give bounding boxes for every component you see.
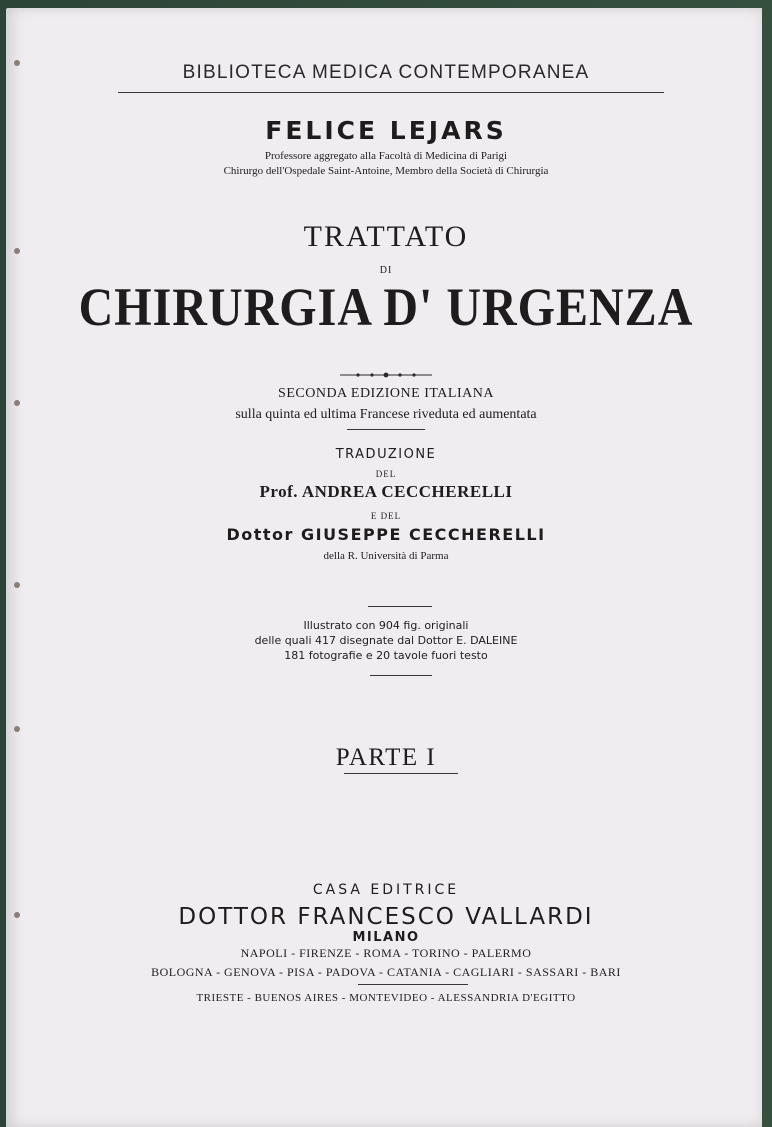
divider-rule [358,984,468,985]
illustration-note: Illustrato con 904 fig. originali [303,619,469,632]
divider-rule [370,675,432,676]
binding-stitch [14,726,20,732]
part-underline [344,773,458,774]
illustration-note: 181 fotografie e 20 tavole fuori testo [284,649,488,662]
main-title: CHIRURGIA D' URGENZA [78,278,694,338]
translation-connector: E DEL [370,511,402,521]
publisher-city: MILANO [352,930,420,945]
publisher-branches: TRIESTE - BUENOS AIRES - MONTEVIDEO - ALESSANDRIA D'EGITTO [196,992,576,1004]
translation-heading: TRADUZIONE [335,447,437,462]
title-line: TRATTATO [303,220,469,253]
title-connector: DI [379,265,393,276]
translator-name: Prof. ANDREA CECCHERELLI [259,482,513,501]
author-credential: Professore aggregato alla Facoltà di Medicina di Parigi [264,150,508,162]
translator-name: Dottor GIUSEPPE CECCHERELLI [226,525,546,544]
divider-rule [347,429,425,430]
publisher-name: DOTTOR FRANCESCO VALLARDI [178,904,594,930]
publisher-branches: NAPOLI - FIRENZE - ROMA - TORINO - PALERMO [240,946,532,960]
part-label: PARTE I [335,744,437,771]
top-rule [118,92,664,93]
ornament-divider [340,370,432,380]
publisher-house: CASA EDITRICE [312,882,460,898]
translation-connector: DEL [375,469,397,479]
publisher-branches: BOLOGNA - GENOVA - PISA - PADOVA - CATANIA - CAGLIARI - SASSARI - BARI [151,965,621,979]
translator-affiliation: della R. Università di Parma [323,550,449,562]
author-name: FELICE LEJARS [265,116,507,145]
illustration-note: delle quali 417 disegnate dal Dottor E. DALEINE [254,634,518,647]
series-title: BIBLIOTECA MEDICA CONTEMPORANEA [182,62,590,83]
edition-line: SECONDA EDIZIONE ITALIANA [278,386,494,401]
author-credential: Chirurgo dell'Ospedale Saint-Antoine, Membro della Società di Chirurgia [223,165,549,177]
edition-subline: sulla quinta ed ultima Francese riveduta ed aumentata [235,407,537,422]
binding-stitch [14,582,20,588]
divider-rule [368,606,432,607]
